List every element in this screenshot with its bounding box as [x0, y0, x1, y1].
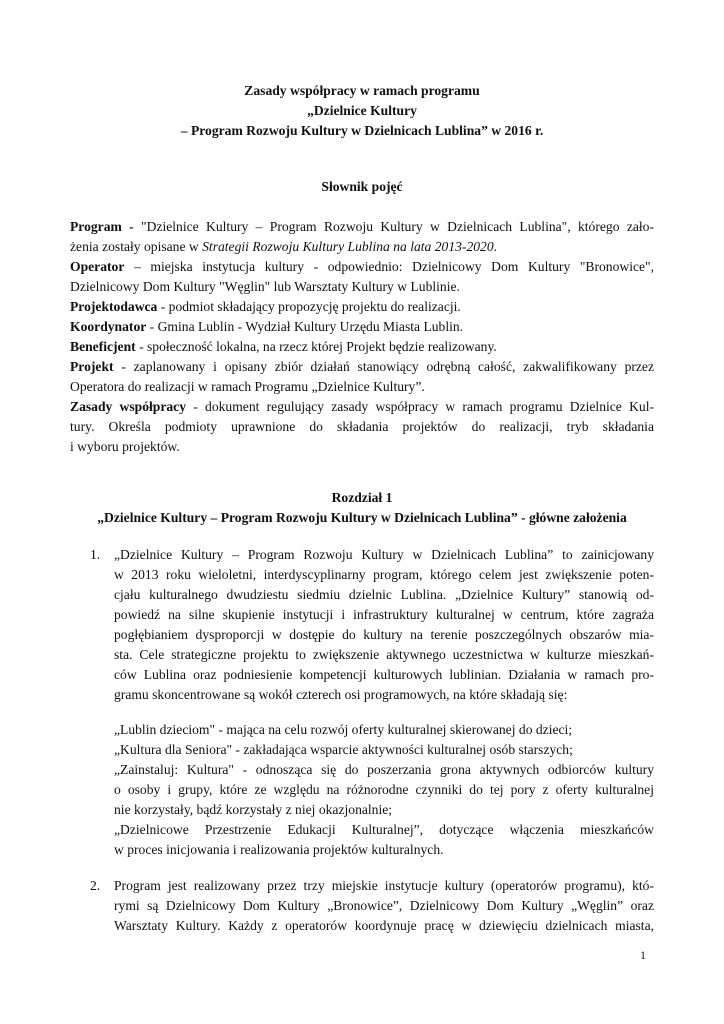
glossary-operator-cont: Dzielnicowy Dom Kultury "Węglin" lub Warsztaty Kultury w Lublinie.: [70, 279, 460, 294]
axis-dzielnicowe-przestrzenie-cont: w proces inicjowania i realizowania projektów kulturalnych.: [114, 842, 444, 857]
axis-dzielnicowe-przestrzenie: „Dzielnicowe Przestrzenie Edukacji Kulturalnej”, dotyczące włączenia mieszkańców: [114, 822, 654, 837]
document-title-line-1: Zasady współpracy w ramach programu: [244, 83, 480, 98]
item1-line: gramu skoncentrowane są wokół czterech osi programowych, na które składają się:: [114, 687, 568, 702]
axis-zainstaluj-kultura-cont: o osoby i grupy, które ze względu na różnorodne czynniki do tej pory z oferty kulturalnej: [114, 782, 654, 797]
glossary-zasady: Zasady współpracy - dokument regulujący zasady współpracy w ramach programu Dzielnice Kul-: [70, 399, 654, 414]
axis-zainstaluj-kultura-end: nie korzystały, bądź korzystały z niej okazjonalnie;: [114, 802, 393, 817]
item1-line: sta. Cele strategiczne projektu to zwiększenie aktywnego uczestnictwa w kulturze mieszkań-: [114, 647, 654, 662]
document-title-line-2: „Dzielnice Kultury: [307, 103, 417, 118]
item1-line: cjału kulturalnego dwudziestu siedmiu dzielnic Lublina. „Dzielnice Kultury” stanowią od-: [114, 587, 654, 602]
glossary-beneficjent: Beneficjent - społeczność lokalna, na rzecz której Projekt będzie realizowany.: [70, 339, 497, 354]
item1-line: pogłębianiem dysproporcji w dostępie do kultury na terenie poszczególnych obszarów mia-: [114, 627, 654, 642]
glossary-zasady-end: i wyboru projektów.: [70, 439, 180, 454]
glossary-koordynator: Koordynator - Gmina Lublin - Wydział Kultury Urzędu Miasta Lublin.: [70, 319, 464, 334]
item1-line: ców Lublina oraz podniesienie kompetencji kulturowych lublinian. Działania w ramach pro-: [114, 667, 654, 682]
item1-line: „Dzielnice Kultury – Program Rozwoju Kultury w Dzielnicach Lublina” to zainicjowany: [114, 547, 654, 562]
glossary-projekt: Projekt - zaplanowany i opisany zbiór działań stanowiący odrębną całość, zakwalifikowany przez: [70, 359, 654, 374]
glossary-projekt-cont: Operatora do realizacji w ramach Programu „Dzielnice Kultury”.: [70, 379, 425, 394]
list-number-2: 2.: [90, 878, 101, 893]
item2-line: rymi są Dzielnicowy Dom Kultury „Bronowice”, Dzielnicowy Dom Kultury „Węglin” oraz: [114, 898, 654, 913]
chapter-heading: Rozdział 1: [331, 490, 393, 505]
page-number: 1: [640, 948, 646, 962]
glossary-heading: Słownik pojęć: [321, 179, 403, 194]
item2-line: Warsztaty Kultury. Każdy z operatorów koordynuje pracę w dziewięciu dzielnicach miasta,: [114, 918, 654, 933]
glossary-zasady-cont: tury. Określa podmioty uprawnione do składania projektów do realizacji, tryb składania: [70, 419, 654, 434]
item1-line: w 2013 roku wieloletni, interdyscyplinarny program, którego celem jest zwiększenie poten-: [114, 567, 654, 582]
glossary-program: Program - "Dzielnice Kultury – Program Rozwoju Kultury w Dzielnicach Lublina", którego zało-: [70, 219, 655, 234]
strategy-title: Strategii Rozwoju Kultury Lublina na lata 2013-2020: [202, 239, 494, 254]
item1-line: powiedź na silne skupienie instytucji i infrastruktury kulturalnej w centrum, które zagraża: [114, 607, 654, 622]
glossary-program-cont: żenia zostały opisane w Strategii Rozwoju Kultury Lublina na lata 2013-2020.: [70, 239, 498, 254]
axis-kultura-dla-seniora: „Kultura dla Seniora" - zakładająca wsparcie aktywności kulturalnej osób starszych;: [114, 742, 573, 757]
glossary-operator: Operator – miejska instytucja kultury - odpowiednio: Dzielnicowy Dom Kultury "Bronowice",: [70, 259, 654, 274]
chapter-subheading: „Dzielnice Kultury – Program Rozwoju Kultury w Dzielnicach Lublina” - główne założenia: [97, 510, 627, 525]
document-title-line-3: – Program Rozwoju Kultury w Dzielnicach Lublina” w 2016 r.: [180, 123, 544, 138]
list-number-1: 1.: [90, 547, 101, 562]
axis-lublin-dzieciom: „Lublin dzieciom" - mająca na celu rozwój oferty kulturalnej skierowanej do dzieci;: [114, 722, 573, 737]
glossary-projektodawca: Projektodawca - podmiot składający propozycję projektu do realizacji.: [70, 299, 461, 314]
axis-zainstaluj-kultura: „Zainstaluj: Kultura" - odnosząca się do poszerzania grona aktywnych odbiorców kultury: [114, 762, 654, 777]
item2-line: Program jest realizowany przez trzy miejskie instytucje kultury (operatorów programu), któ-: [114, 878, 654, 893]
